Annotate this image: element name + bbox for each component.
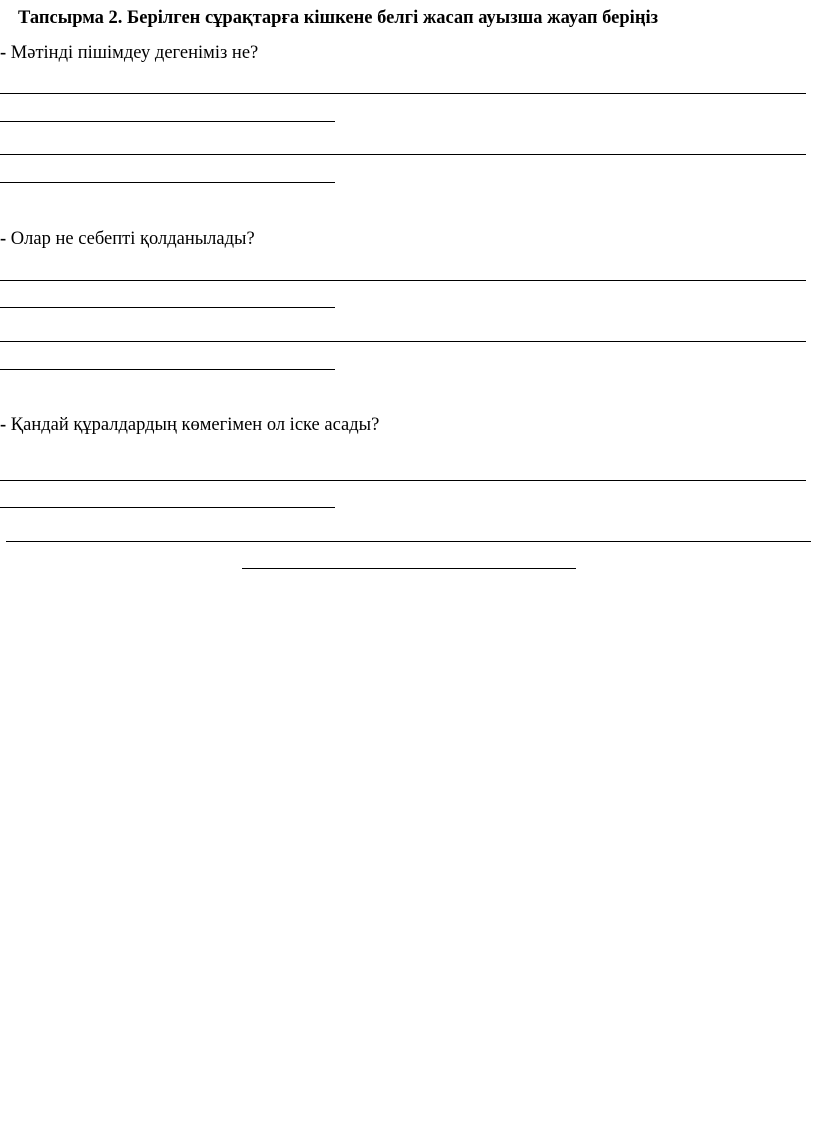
answer-line-3b[interactable]: [0, 507, 335, 508]
question-1: [0, 40, 258, 66]
answer-line-3d[interactable]: [242, 568, 576, 569]
answer-line-1d[interactable]: [0, 182, 335, 183]
question-1-dash: -: [0, 43, 7, 63]
question-3-text: Қандай құралдардың көмегімен ол іске асады?: [6, 415, 380, 435]
answer-line-1a[interactable]: [0, 93, 806, 94]
question-2-text: Олар не себепті қолданылады?: [6, 229, 255, 249]
question-3-dash: -: [0, 415, 7, 435]
answer-line-2d[interactable]: [0, 369, 335, 370]
answer-line-3a[interactable]: [0, 480, 806, 481]
question-1-text: Мәтінді пішімдеу дегеніміз не?: [6, 43, 259, 63]
question-2-dash: -: [0, 229, 7, 249]
question-3: [0, 412, 379, 438]
answer-line-2b[interactable]: [0, 307, 335, 308]
answer-line-2c[interactable]: [0, 341, 806, 342]
question-2: [0, 226, 255, 252]
answer-line-1c[interactable]: [0, 154, 806, 155]
answer-line-2a[interactable]: [0, 280, 806, 281]
answer-line-3c[interactable]: [6, 541, 811, 542]
answer-line-1b[interactable]: [0, 121, 335, 122]
task-title: Тапсырма 2. Берілген сұрақтарға кішкене белгі жасап ауызша жауап беріңіз: [18, 8, 659, 28]
